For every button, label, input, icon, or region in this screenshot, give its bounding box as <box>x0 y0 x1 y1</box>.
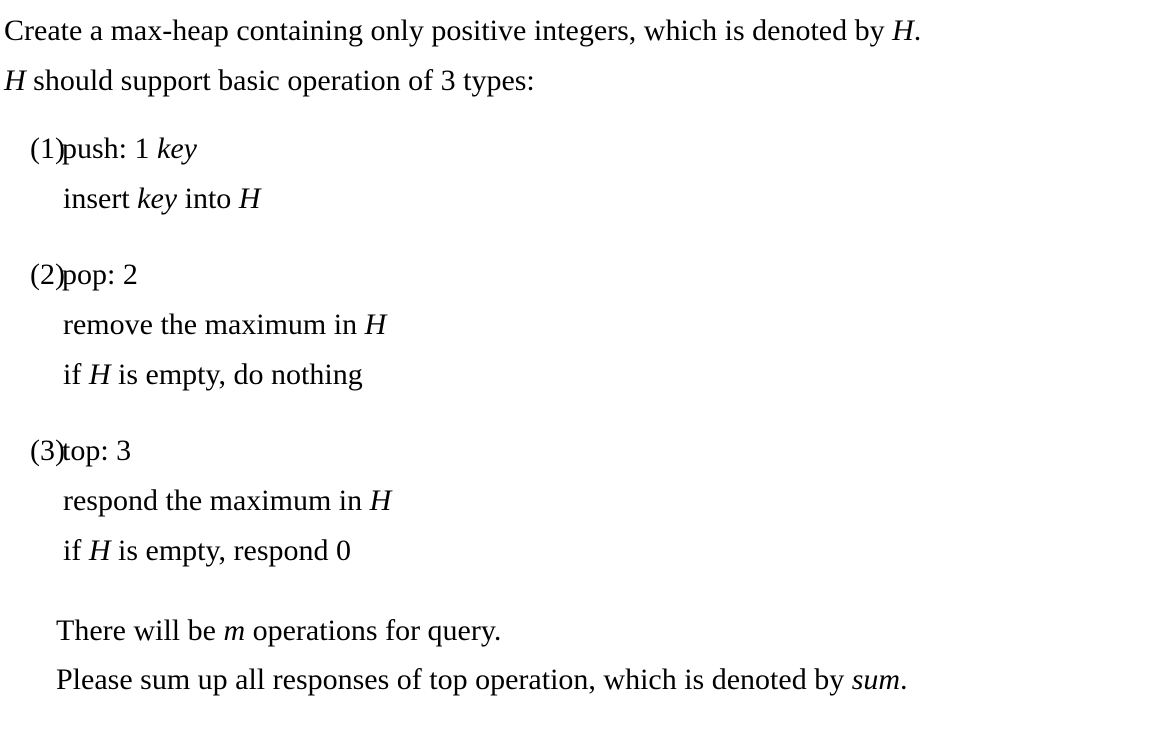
variable-h: H <box>364 308 387 341</box>
intro-line-2-text: should support basic operation of 3 types: <box>25 64 535 97</box>
list-item-detail <box>62 526 1171 576</box>
detail-text-b: into <box>177 182 239 215</box>
list-item-title <box>62 124 1171 174</box>
variable-key: key <box>137 182 178 215</box>
list-item-number: (2) <box>30 258 65 291</box>
variable-h: H <box>238 182 261 215</box>
variable-h: H <box>369 484 392 517</box>
closing-line-1 <box>56 606 1171 655</box>
list-item-detail <box>62 300 1171 350</box>
detail-text-a: remove the maximum in <box>63 308 365 341</box>
operation-list <box>0 124 1171 576</box>
closing-line-1-text-a: There will be <box>56 614 224 647</box>
list-item-title <box>62 250 1171 300</box>
list-item-body <box>62 250 1171 400</box>
detail-text-a: if <box>63 534 89 567</box>
intro-line-1-text-a: Create a max-heap containing only positive integers, which is denoted by <box>4 14 893 47</box>
variable-h: H <box>892 14 914 47</box>
list-item-title-text-a: pop: 2 <box>62 258 138 291</box>
detail-text-a: respond the maximum in <box>63 484 370 517</box>
list-item-title-text-a: push: 1 <box>62 132 158 165</box>
variable-h: H <box>4 64 26 97</box>
list-item-number: (1) <box>30 132 65 165</box>
detail-text-a: if <box>63 358 89 391</box>
closing-line-2-text-a: Please sum up all responses of top operation, which is denoted by <box>56 663 852 696</box>
variable-h: H <box>88 358 111 391</box>
intro-paragraph <box>0 0 1171 106</box>
list-item-title-text-a: top: 3 <box>62 434 132 467</box>
list-item-body <box>62 124 1171 224</box>
list-item-detail <box>62 350 1171 400</box>
variable-sum: sum <box>851 663 901 696</box>
intro-line-2 <box>4 56 1161 106</box>
detail-text-a: insert <box>63 182 138 215</box>
detail-text-b: is empty, respond 0 <box>110 534 352 567</box>
variable-h: H <box>88 534 111 567</box>
variable-m: m <box>223 614 246 647</box>
closing-paragraph <box>0 606 1171 704</box>
detail-text-b: is empty, do nothing <box>110 358 363 391</box>
list-item <box>0 426 1171 576</box>
list-item-number: (3) <box>30 434 65 467</box>
list-item-detail <box>62 174 1171 224</box>
closing-line-2 <box>56 655 1171 704</box>
intro-line-1 <box>4 6 1161 56</box>
closing-line-1-text-b: operations for query. <box>245 614 502 647</box>
variable-key: key <box>157 132 197 165</box>
intro-line-1-text-b: . <box>913 14 922 47</box>
closing-line-2-text-b: . <box>900 663 908 696</box>
list-item <box>0 124 1171 224</box>
list-item <box>0 250 1171 400</box>
list-item-body <box>62 426 1171 576</box>
list-item-detail <box>62 476 1171 526</box>
list-item-title <box>62 426 1171 476</box>
